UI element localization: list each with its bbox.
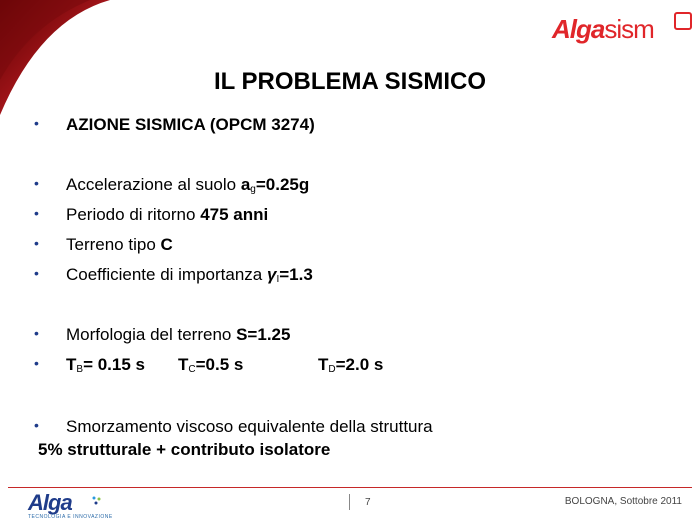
bullet-icon: •: [34, 325, 39, 341]
tb-label: T: [66, 355, 77, 374]
footer-separator: [349, 494, 350, 510]
bullet-bold: AZIONE SISMICA (OPCM 3274): [66, 115, 315, 134]
bullet-icon: •: [34, 235, 39, 251]
bullet-subscript: I: [276, 274, 280, 285]
bullet-icon: •: [34, 417, 39, 433]
tb-value: = 0.15 s: [83, 355, 145, 374]
bullet-bold: 475 anni: [200, 205, 269, 224]
bullet-text: Periodo di ritorno: [66, 205, 201, 224]
bullet-icon: •: [34, 115, 39, 131]
logo-dots-icon: [92, 496, 102, 506]
bullet-symbol: γ: [266, 265, 277, 284]
page-number: 7: [365, 497, 371, 508]
slide-title: IL PROBLEMA SISMICO: [213, 68, 486, 95]
bullet-icon: •: [34, 175, 39, 191]
bullet-text: Coefficiente di importanza: [66, 265, 267, 284]
bullet-icon: •: [34, 355, 39, 371]
bullet-symbol: a: [240, 175, 251, 194]
td-value: =2.0 s: [335, 355, 384, 374]
logo-part1: Alga: [552, 14, 605, 44]
corner-decoration: [0, 0, 110, 120]
tb-subscript: B: [76, 364, 84, 375]
bullet-text: Smorzamento viscoso equivalente della struttura: [66, 417, 433, 436]
bullet-icon: •: [34, 265, 39, 281]
bullet-text: Accelerazione al suolo: [66, 175, 241, 194]
tc-label: T: [178, 355, 189, 374]
tc-value: =0.5 s: [195, 355, 244, 374]
bullet-text: Terreno tipo: [66, 235, 161, 254]
bullet-bold: S=1.25: [236, 325, 291, 344]
footer-divider: [8, 487, 692, 488]
bullet-text: Morfologia del terreno: [66, 325, 237, 344]
alga-logo-tagline: TECNOLOGIA E INNOVAZIONE: [28, 514, 113, 520]
td-subscript: D: [328, 364, 336, 375]
bullet-item: [34, 355, 674, 377]
damping-note: 5% strutturale + contributo isolatore: [38, 440, 331, 459]
logo-part2: sism: [604, 14, 654, 44]
bullet-bold: =1.3: [279, 265, 313, 284]
td-label: T: [318, 355, 329, 374]
tc-subscript: C: [188, 364, 196, 375]
logo-badge-icon: [674, 12, 692, 30]
bullet-bold: C: [160, 235, 173, 254]
bullet-icon: •: [34, 205, 39, 221]
alga-logo-word: Alga: [28, 490, 72, 515]
bullet-subscript: g: [250, 184, 256, 195]
algasism-logo: [552, 12, 692, 46]
alga-logo: [28, 490, 118, 522]
bullet-bold: =0.25g: [255, 175, 310, 194]
footer-location-date: BOLOGNA, Sottobre 2011: [564, 496, 682, 507]
